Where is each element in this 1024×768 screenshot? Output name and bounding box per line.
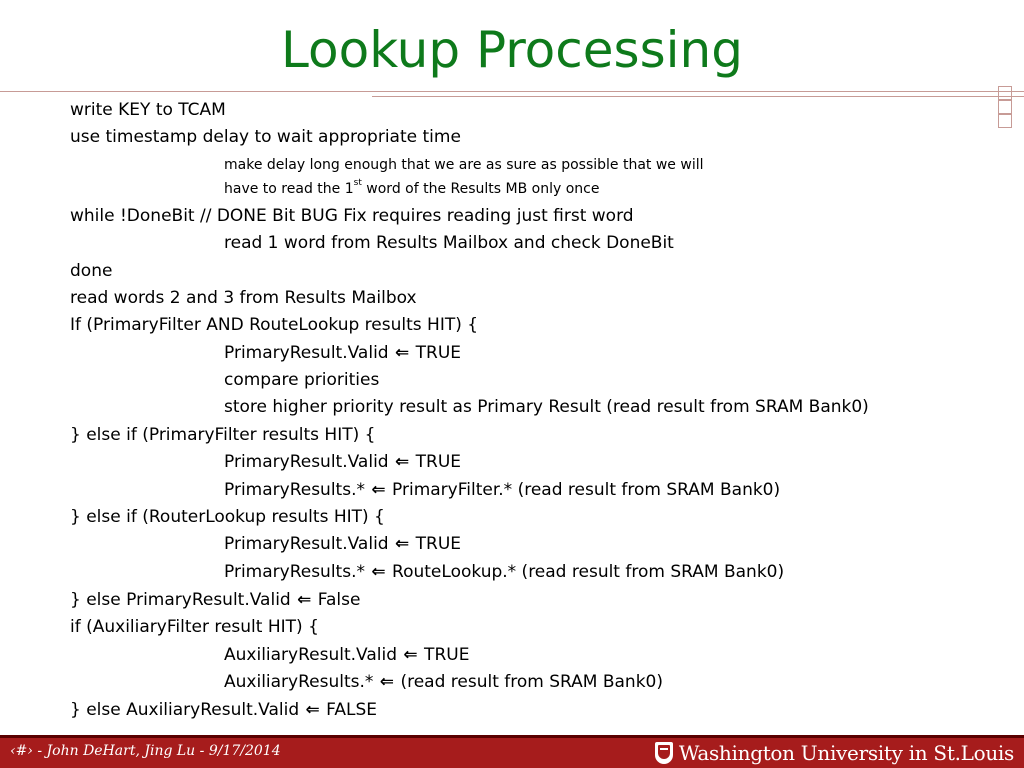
logo-text: Washington University in St.Louis <box>678 741 1014 765</box>
body-line: AuxiliaryResult.Valid ⇐ TRUE <box>224 645 470 665</box>
body-line: PrimaryResults.* ⇐ RouteLookup.* (read result from SRAM Bank0) <box>224 562 785 582</box>
left-arrow-icon: ⇐ <box>395 534 410 554</box>
slide-footer <box>0 735 1024 768</box>
body-line: If (PrimaryFilter AND RouteLookup results HIT) { <box>70 315 479 335</box>
decorative-square <box>998 114 1012 128</box>
body-line: have to read the 1st word of the Results MB only once <box>224 178 600 197</box>
footer-text: ‹#› - John DeHart, Jing Lu - 9/17/2014 <box>10 743 281 759</box>
body-line: PrimaryResult.Valid ⇐ TRUE <box>224 343 462 363</box>
decorative-square <box>998 100 1012 114</box>
left-arrow-icon: ⇐ <box>379 672 395 692</box>
left-arrow-icon: ⇐ <box>395 343 410 363</box>
body-line: read words 2 and 3 from Results Mailbox <box>70 288 417 308</box>
body-line: store higher priority result as Primary Result (read result from SRAM Bank0) <box>224 397 869 417</box>
body-line: done <box>70 261 113 281</box>
body-line: } else if (RouterLookup results HIT) { <box>70 507 385 527</box>
decorative-square <box>998 86 1012 100</box>
left-arrow-icon: ⇐ <box>297 590 312 610</box>
body-line: AuxiliaryResults.* ⇐ (read result from SRAM Bank0) <box>224 672 663 692</box>
body-line: } else AuxiliaryResult.Valid ⇐ FALSE <box>70 700 378 720</box>
body-line: PrimaryResults.* ⇐ PrimaryFilter.* (read result from SRAM Bank0) <box>224 480 781 500</box>
slide-title: Lookup Processing <box>281 21 743 79</box>
body-line: while !DoneBit // DONE Bit BUG Fix requires reading just first word <box>70 206 634 226</box>
body-line: use timestamp delay to wait appropriate time <box>70 127 461 147</box>
body-line: PrimaryResult.Valid ⇐ TRUE <box>224 534 462 554</box>
body-line: } else if (PrimaryFilter results HIT) { <box>70 425 376 445</box>
body-line: write KEY to TCAM <box>70 100 226 120</box>
university-shield-icon <box>655 742 673 764</box>
left-arrow-icon: ⇐ <box>371 562 386 582</box>
title-divider <box>0 91 1024 92</box>
body-line: if (AuxiliaryFilter result HIT) { <box>70 617 319 637</box>
body-line: PrimaryResult.Valid ⇐ TRUE <box>224 452 462 472</box>
body-line: } else PrimaryResult.Valid ⇐ False <box>70 590 361 610</box>
body-line: make delay long enough that we are as sure as possible that we will <box>224 157 704 173</box>
left-arrow-icon: ⇐ <box>395 452 410 472</box>
left-arrow-icon: ⇐ <box>305 700 320 720</box>
body-line: compare priorities <box>224 370 380 390</box>
left-arrow-icon: ⇐ <box>371 480 386 500</box>
body-line: read 1 word from Results Mailbox and check DoneBit <box>224 233 674 253</box>
title-divider-strip <box>372 96 1024 98</box>
university-logo <box>655 740 1014 766</box>
left-arrow-icon: ⇐ <box>403 645 418 665</box>
